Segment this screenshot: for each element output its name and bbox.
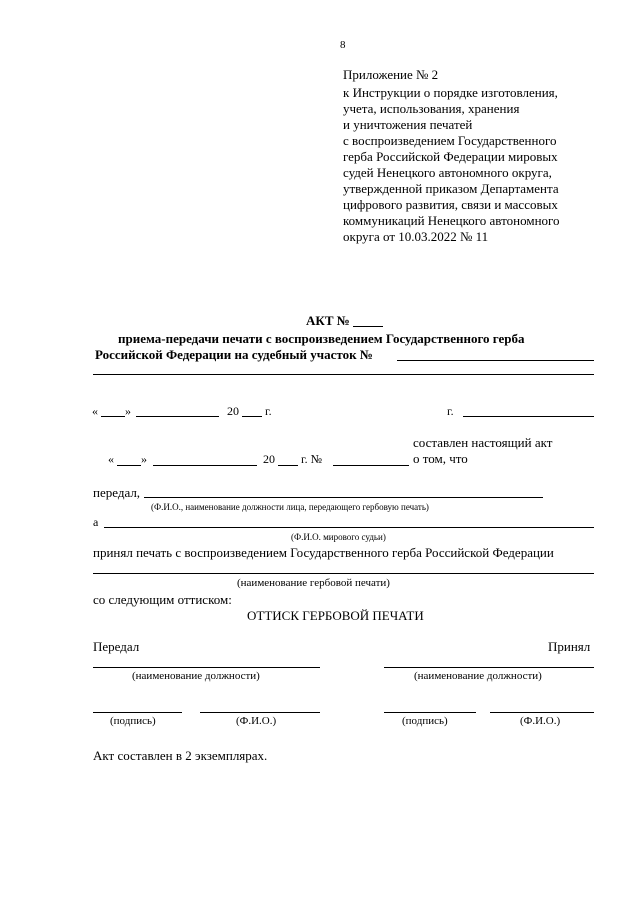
page-number: 8 xyxy=(340,39,346,51)
right-signature-line xyxy=(384,712,476,713)
appendix-line: учета, использования, хранения xyxy=(343,101,520,116)
appendix-line: герба Российской Федерации мировых xyxy=(343,149,558,164)
seal-name-line xyxy=(93,573,594,574)
appendix-line: цифрового развития, связи и массовых xyxy=(343,197,558,212)
a-label: а xyxy=(93,515,99,529)
seal-name-caption: (наименование гербовой печати) xyxy=(237,577,390,589)
year-prefix: 20 xyxy=(227,404,239,418)
left-name-caption: (Ф.И.О.) xyxy=(236,715,277,727)
composed-close-quote: » xyxy=(141,452,147,466)
left-signatory-label: Передал xyxy=(93,639,140,654)
composed-month-line xyxy=(153,465,257,466)
right-name-caption: (Ф.И.О.) xyxy=(520,715,561,727)
appendix-line: с воспроизведением Государственного xyxy=(343,133,557,148)
act-title: АКТ № xyxy=(306,313,350,328)
composed-day-line xyxy=(117,465,141,466)
transferred-caption: (Ф.И.О., наименование должности лица, передающего гербовую печать) xyxy=(151,502,429,512)
appendix-line: утвержденной приказом Департамента xyxy=(343,181,559,196)
year-suffix: г. xyxy=(265,404,272,418)
imprint-title: ОТТИСК ГЕРБОВОЙ ПЕЧАТИ xyxy=(247,608,424,623)
composed-about: о том, что xyxy=(413,451,468,466)
right-position-caption: (наименование должности) xyxy=(414,670,542,682)
appendix-line: судей Ненецкого автономного округа, xyxy=(343,165,552,180)
left-position-caption: (наименование должности) xyxy=(132,670,260,682)
city-line xyxy=(463,416,594,417)
appendix-line: округа от 10.03.2022 № 11 xyxy=(343,229,489,244)
accepted-text: принял печать с воспроизведением Государственного герба Российской Федерации xyxy=(93,545,554,560)
composed-year-line xyxy=(278,465,298,466)
composed-year-suffix: г. № xyxy=(301,452,323,466)
date-close-quote: » xyxy=(125,404,131,418)
act-number-line xyxy=(353,326,383,327)
date-open-quote: « xyxy=(92,404,98,418)
court-section-line-2 xyxy=(93,374,594,375)
footer-text: Акт составлен в 2 экземплярах. xyxy=(93,748,268,763)
day-line xyxy=(101,416,125,417)
city-prefix: г. xyxy=(447,404,454,418)
imprint-label: со следующим оттиском: xyxy=(93,592,232,607)
right-position-line xyxy=(384,667,594,668)
right-name-line xyxy=(490,712,594,713)
judge-caption: (Ф.И.О. мирового судьи) xyxy=(291,532,386,542)
month-line xyxy=(136,416,219,417)
left-position-line xyxy=(93,667,320,668)
left-signature-line xyxy=(93,712,182,713)
transferred-line xyxy=(144,497,543,498)
composed-year-prefix: 20 xyxy=(263,452,275,466)
year-line xyxy=(242,416,262,417)
composed-number-line xyxy=(333,465,409,466)
court-section-line xyxy=(397,360,594,361)
appendix-title: Приложение № 2 xyxy=(343,67,439,82)
left-name-line xyxy=(200,712,320,713)
left-signature-caption: (подпись) xyxy=(110,715,156,727)
right-signature-caption: (подпись) xyxy=(402,715,448,727)
transferred-label: передал, xyxy=(93,485,141,500)
act-subtitle-line1: приема-передачи печати с воспроизведением Государственного герба xyxy=(118,331,525,346)
act-subtitle-line2: Российской Федерации на судебный участок № xyxy=(95,347,373,362)
composed-open-quote: « xyxy=(108,452,114,466)
right-signatory-label: Принял xyxy=(548,639,591,654)
judge-line xyxy=(104,527,594,528)
appendix-line: коммуникаций Ненецкого автономного xyxy=(343,213,560,228)
appendix-line: и уничтожения печатей xyxy=(343,117,473,132)
appendix-line: к Инструкции о порядке изготовления, xyxy=(343,85,558,100)
composed-text: составлен настоящий акт xyxy=(413,435,553,450)
